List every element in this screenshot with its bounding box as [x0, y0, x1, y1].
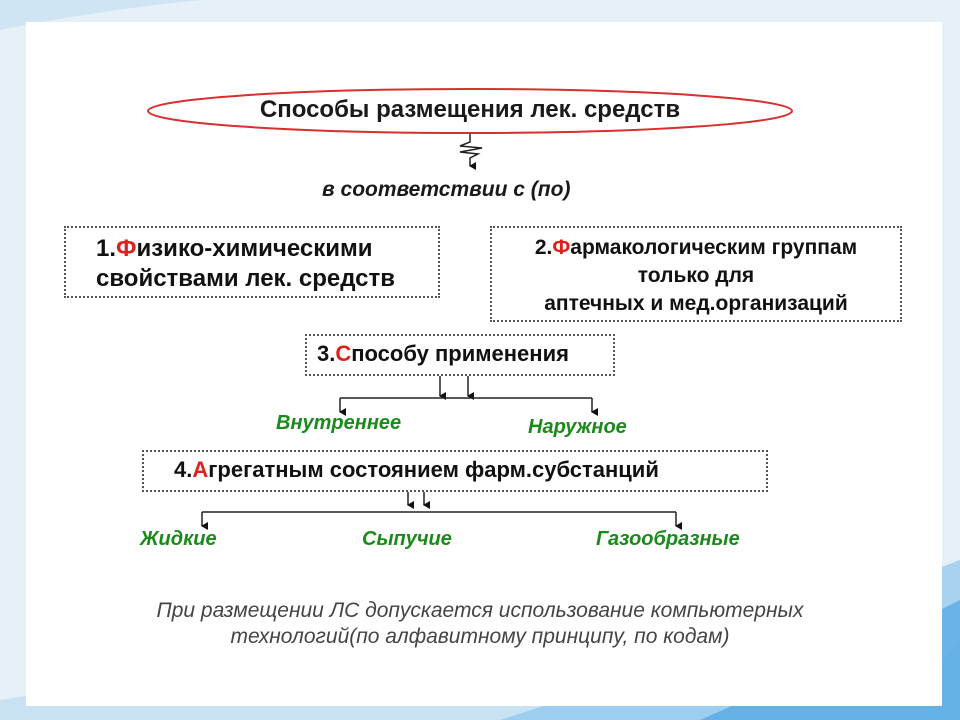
- box-aggregate-state: [142, 450, 768, 492]
- box2-number: 2.: [534, 236, 553, 259]
- box2-line1: армакологическим группам: [570, 236, 858, 259]
- route-internal: Внутреннее: [276, 412, 402, 434]
- box3-number: 3.: [317, 341, 336, 366]
- box4-label: грегатным состоянием фарм.субстанций: [208, 457, 659, 482]
- route-external: Наружное: [528, 416, 627, 438]
- box3-label: пособу применения: [351, 341, 569, 366]
- state-bulk: Сыпучие: [362, 528, 452, 550]
- box1-number: 1.: [96, 235, 117, 262]
- box2-line3: аптечных и мед.организаций: [544, 292, 848, 315]
- box1-first-letter: Ф: [116, 235, 137, 262]
- box3-first-letter: С: [335, 341, 352, 366]
- box-physicochemical: [64, 226, 440, 298]
- box1-line2: свойствами лек. средств: [96, 265, 396, 292]
- box1-line1: изико-химическими: [136, 235, 373, 262]
- box-application-method: [305, 334, 615, 376]
- state-liquid: Жидкие: [140, 528, 217, 550]
- footnote-line2: технологий(по алфавитному принципу, по кодам): [230, 625, 730, 648]
- box4-first-letter: А: [192, 457, 209, 482]
- footnote: [80, 598, 880, 650]
- state-gas: Газообразные: [596, 528, 740, 550]
- box2-line2: только для: [637, 264, 755, 287]
- box4-number: 4.: [174, 457, 193, 482]
- footnote-line1: При размещении ЛС допускается использование компьютерных: [156, 599, 804, 622]
- box-pharmacological: [490, 226, 902, 322]
- according-to-label: в соответствии с (по): [322, 178, 571, 201]
- box2-first-letter: Ф: [552, 236, 571, 259]
- diagram-title: Способы размещения лек. средств: [259, 96, 681, 123]
